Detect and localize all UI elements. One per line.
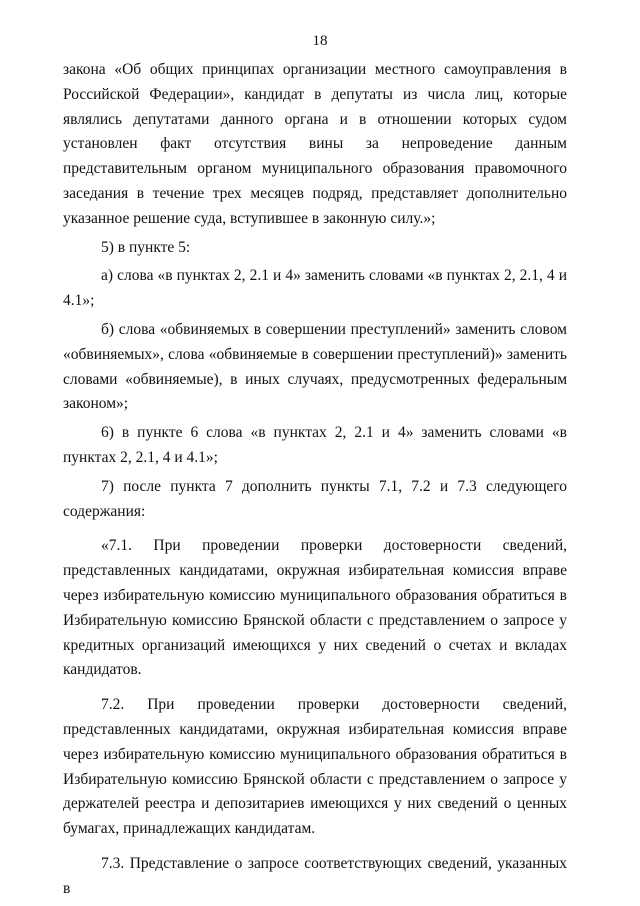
document-body xyxy=(63,58,567,906)
paragraph-clause-7-2: 7.2. При проведении проверки достоверности сведений, представленных кандидатами, окружная избирательная комиссия вправе через избирательную комиссию муниципального образования обратиться в Избирательную комиссию Брянской области с представлением о запросе у держателей реестра и депозитариев имеющихся у них сведений о ценных бумагах, принадлежащих кандидатам. xyxy=(63,696,567,838)
page-number: 18 xyxy=(312,33,328,49)
paragraph-clause-7-3: 7.3. Представление о запросе соответствующих сведений, указанных в xyxy=(63,854,567,897)
paragraph-item-5a: а) слова «в пунктах 2, 2.1 и 4» заменить словами «в пунктах 2, 2.1, 4 и 4.1»; xyxy=(63,267,567,310)
paragraph-item-5b: б) слова «обвиняемых в совершении преступлений» заменить словом «обвиняемых», слова «обвиняемые в совершении преступлений)» заменить словами «обвиняемые), в иных случаях, предусмотренных федеральным законом»; xyxy=(63,320,567,413)
paragraph-continuation: закона «Об общих принципах организации местного самоуправления в Российской Федерации», кандидат в депутаты из числа лиц, которые являлись депутатами данного органа и в отношении которых судом установлен факт отсутствия вины за непроведение данным представительным органом муниципального образования правомочного заседания в течение трех месяцев подряд, представляет дополнительно указанное решение суда, вступившее в законную силу.»; xyxy=(63,61,567,227)
paragraph-clause-7-1: «7.1. При проведении проверки достоверности сведений, представленных кандидатами, окружная избирательная комиссия вправе через избирательную комиссию муниципального образования обратиться в Избирательную комиссию Брянской области с представлением о запросе у кредитных организаций имеющихся у них сведений о счетах и вкладах кандидатов. xyxy=(63,537,567,679)
paragraph-item-6: 6) в пункте 6 слова «в пунктах 2, 2.1 и 4» заменить словами «в пунктах 2, 2.1, 4 и 4.1»; xyxy=(63,424,567,466)
paragraph-item-5: 5) в пункте 5: xyxy=(101,238,191,256)
paragraph-item-7: 7) после пункта 7 дополнить пункты 7.1, 7.2 и 7.3 следующего содержания: xyxy=(63,477,567,520)
